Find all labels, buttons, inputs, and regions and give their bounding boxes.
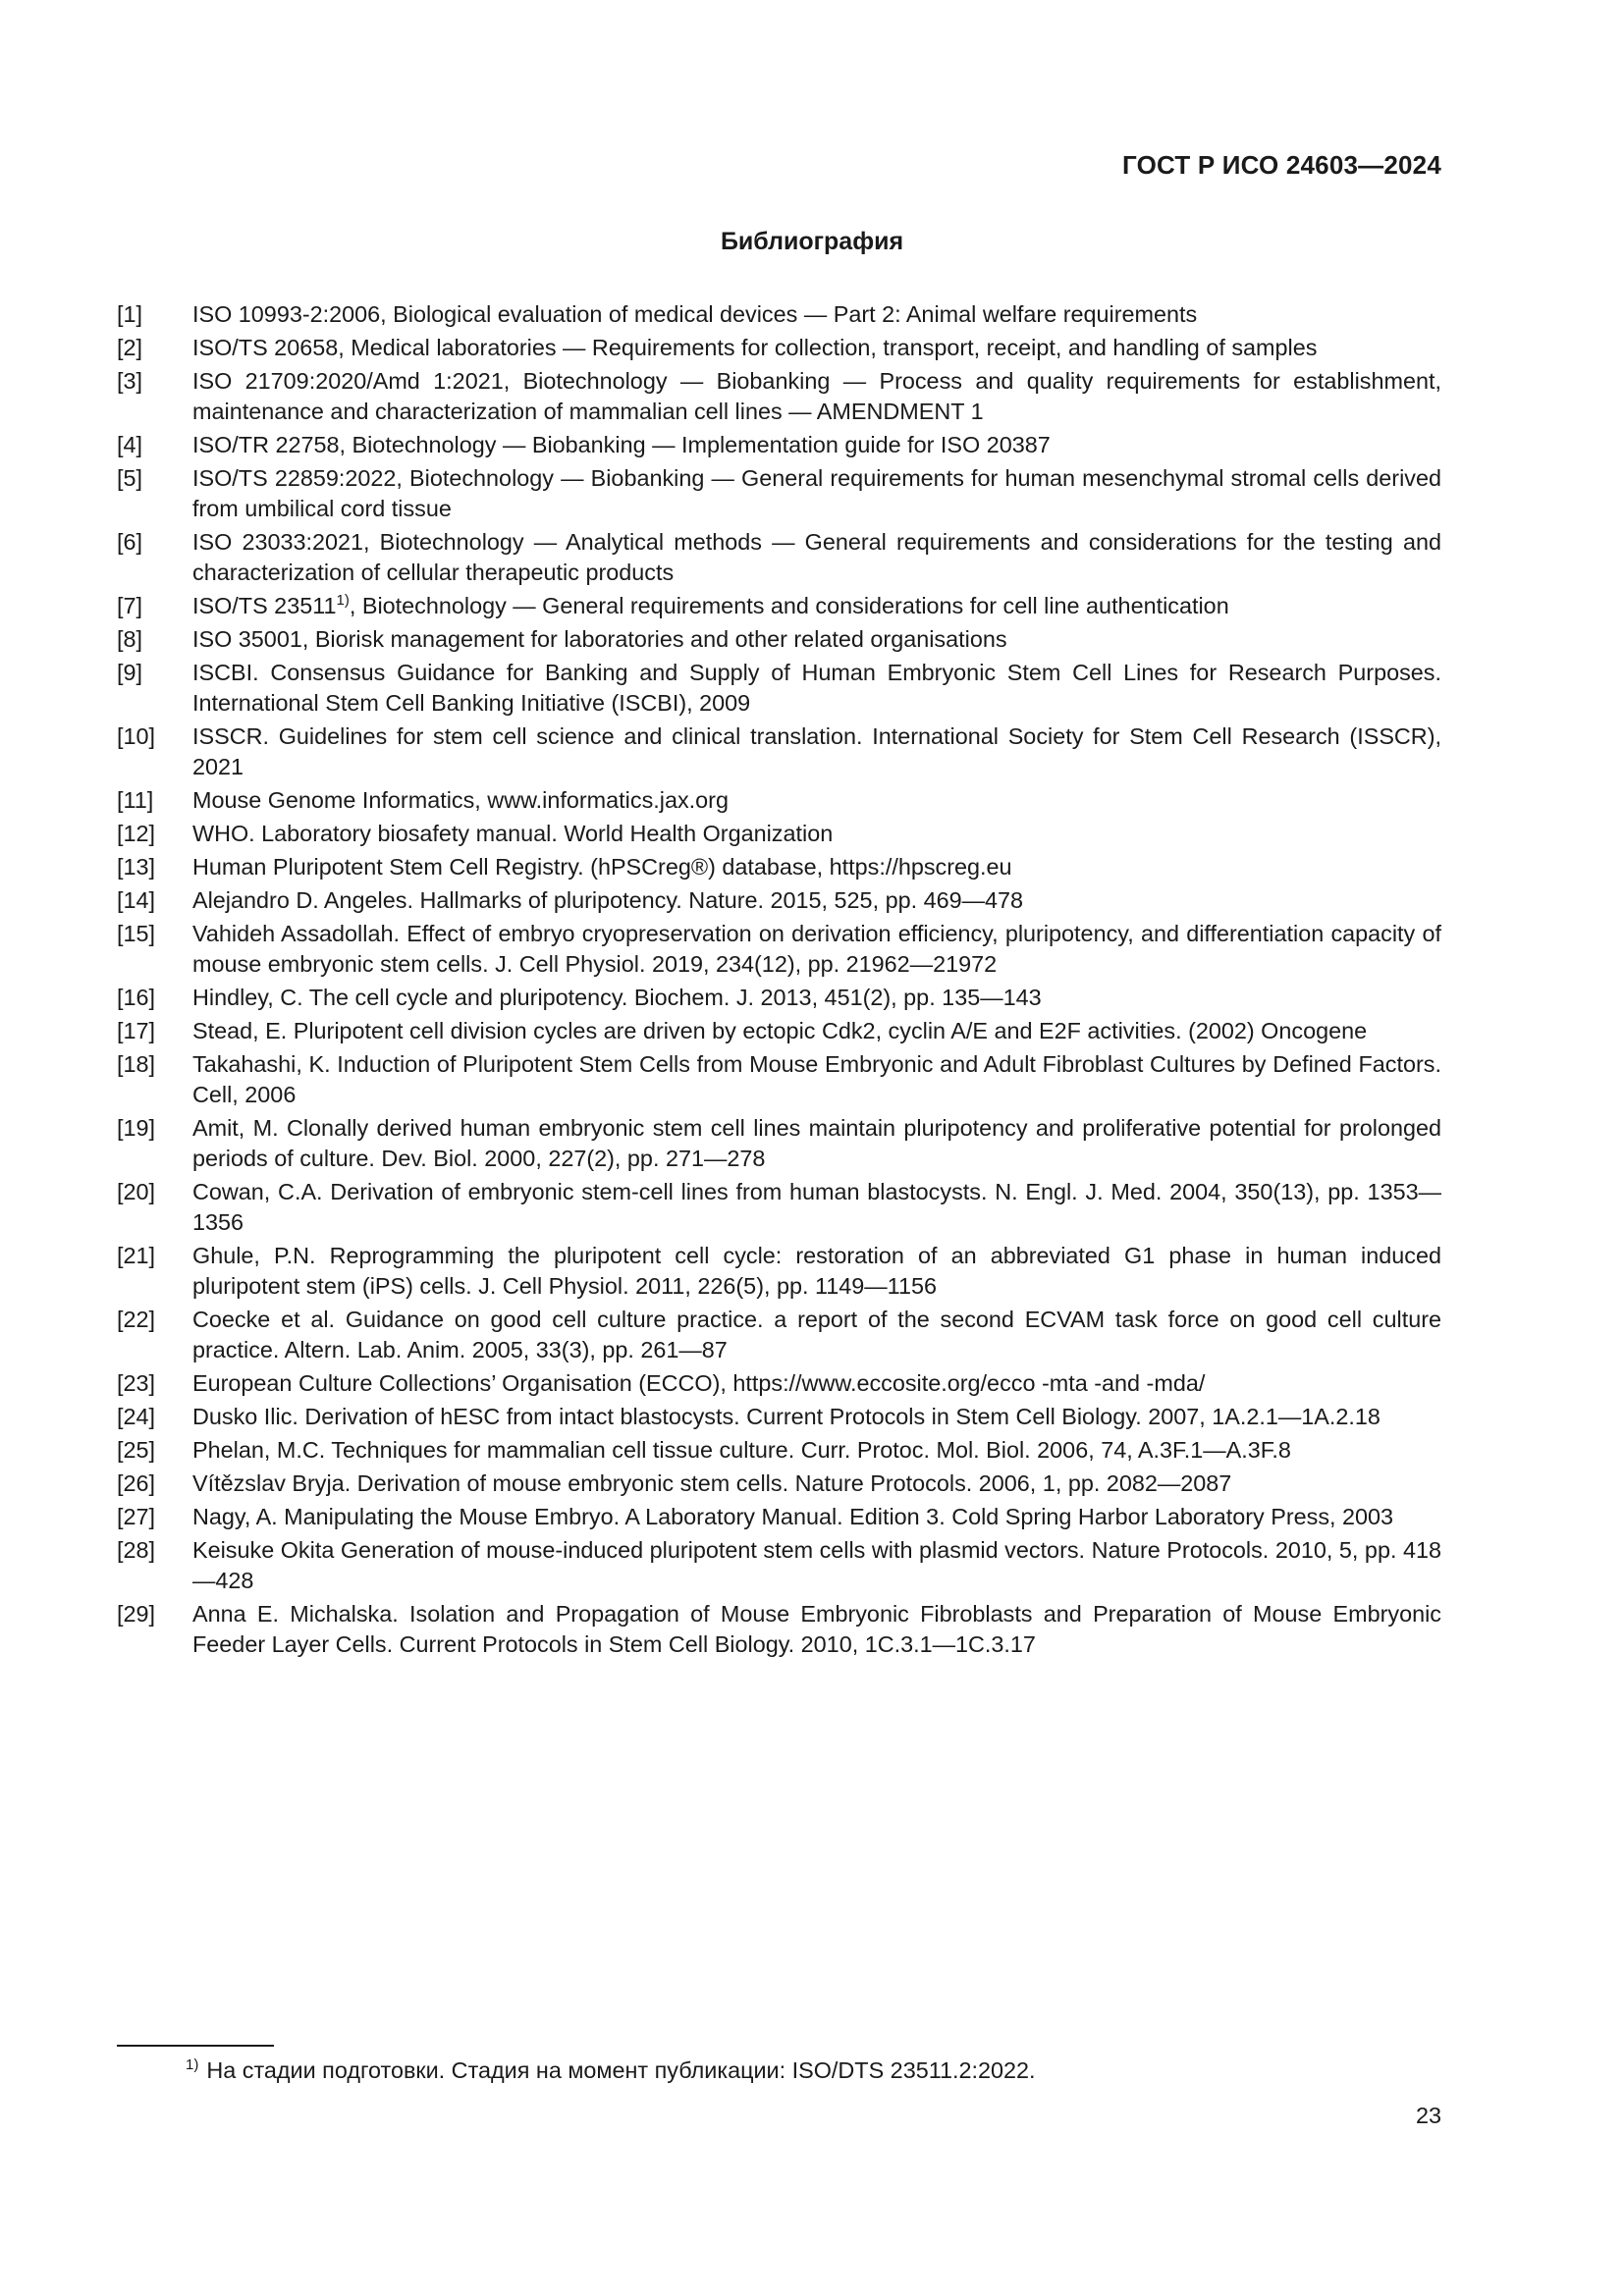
reference-item (117, 1177, 1441, 1238)
document-id-header: ГОСТ Р ИСО 24603—2024 (1121, 150, 1441, 180)
footnote-text: На стадии подготовки. Стадия на момент публикации: ISO/DTS 23511.2:2022. (206, 2057, 1036, 2083)
reference-item (117, 624, 1441, 655)
reference-text: ISO/TS 22859:2022, Biotechnology — Biobanking — General requirements for human mesenchymal stromal cells derived from umbilical cord tissue (192, 465, 1441, 521)
reference-number: [16] (117, 985, 156, 1010)
reference-text: Mouse Genome Informatics, www.informatics.jax.org (192, 787, 729, 813)
reference-text: Nagy, A. Manipulating the Mouse Embryo. A Laboratory Manual. Edition 3. Cold Spring Harbor Laboratory Press, 2003 (192, 1504, 1394, 1529)
reference-text: WHO. Laboratory biosafety manual. World Health Organization (192, 821, 834, 846)
reference-item (117, 658, 1441, 719)
reference-item (117, 463, 1441, 524)
reference-text: Stead, E. Pluripotent cell division cycles are driven by ectopic Cdk2, cyclin A/E and E2F activities. (2002) Oncogene (192, 1018, 1368, 1043)
reference-item (117, 1049, 1441, 1110)
reference-number: [21] (117, 1243, 156, 1268)
reference-number: [15] (117, 921, 156, 946)
reference-number: [18] (117, 1051, 156, 1077)
page-number: 23 (1415, 2103, 1441, 2128)
reference-text: Vahideh Assadollah. Effect of embryo cryopreservation on derivation efficiency, pluripotency, and differentiation capacity of mouse embryonic stem cells. J. Cell Physiol. 2019, 234(12), pp. 21962—21972 (192, 921, 1441, 977)
reference-number: [6] (117, 529, 143, 555)
reference-item (117, 1113, 1441, 1174)
reference-text: ISO 21709:2020/Amd 1:2021, Biotechnology — Biobanking — Process and quality requirements for establishment, maintenance and characterization of mammalian cell lines — AMENDMENT 1 (192, 368, 1441, 424)
reference-number: [8] (117, 626, 143, 652)
section-title: Библиография (720, 228, 904, 255)
reference-text: Human Pluripotent Stem Cell Registry. (hPSCreg®) database, https://hpscreg.eu (192, 854, 1012, 880)
reference-number: [19] (117, 1115, 156, 1141)
reference-text: Vítězslav Bryja. Derivation of mouse embryonic stem cells. Nature Protocols. 2006, 1, pp. 2082—2087 (192, 1470, 1232, 1496)
reference-number: [7] (117, 593, 143, 618)
reference-number: [3] (117, 368, 143, 394)
reference-item (117, 1535, 1441, 1596)
reference-number: [20] (117, 1179, 156, 1204)
reference-text: Anna E. Michalska. Isolation and Propagation of Mouse Embryonic Fibroblasts and Preparation of Mouse Embryonic Feeder Layer Cells. Current Protocols in Stem Cell Biology. 2010, 1C.3.1—1C.3.17 (192, 1601, 1441, 1657)
reference-text: Coecke et al. Guidance on good cell culture practice. a report of the second ECVAM task force on good cell culture practice. Altern. Lab. Anim. 2005, 33(3), pp. 261—87 (192, 1307, 1441, 1362)
reference-text: Cowan, C.A. Derivation of embryonic stem-cell lines from human blastocysts. N. Engl. J. Med. 2004, 350(13), pp. 1353—1356 (192, 1179, 1441, 1235)
reference-text: ISO 35001, Biorisk management for laboratories and other related organisations (192, 626, 1007, 652)
reference-text: Alejandro D. Angeles. Hallmarks of pluripotency. Nature. 2015, 525, pp. 469—478 (192, 887, 1024, 913)
reference-item (117, 1402, 1441, 1432)
reference-item (117, 919, 1441, 980)
reference-text: ISCBI. Consensus Guidance for Banking and Supply of Human Embryonic Stem Cell Lines for Research Purposes. International Stem Cell Banking Initiative (ISCBI), 2009 (192, 660, 1441, 716)
reference-text: Dusko Ilic. Derivation of hESC from intact blastocysts. Current Protocols in Stem Cell Biology. 2007, 1A.2.1—1A.2.18 (192, 1404, 1380, 1429)
reference-item (117, 1599, 1441, 1660)
reference-item (117, 333, 1441, 363)
reference-text: Phelan, M.C. Techniques for mammalian cell tissue culture. Curr. Protoc. Mol. Biol. 2006, 74, A.3F.1—A.3F.8 (192, 1437, 1291, 1463)
reference-text: ISSCR. Guidelines for stem cell science and clinical translation. International Society for Stem Cell Research (ISSCR), 2021 (192, 723, 1441, 779)
reference-text: Takahashi, K. Induction of Pluripotent Stem Cells from Mouse Embryonic and Adult Fibroblast Cultures by Defined Factors. Cell, 2006 (192, 1051, 1441, 1107)
footnote-marker: 1) (186, 2056, 199, 2073)
reference-text: ISO/TR 22758, Biotechnology — Biobanking — Implementation guide for ISO 20387 (192, 432, 1051, 457)
reference-item (117, 1305, 1441, 1365)
reference-number: [14] (117, 887, 156, 913)
reference-number: [5] (117, 465, 143, 491)
reference-number: [9] (117, 660, 143, 685)
reference-item (117, 1435, 1441, 1466)
reference-item (117, 1468, 1441, 1499)
reference-text: ISO/TS 20658, Medical laboratories — Requirements for collection, transport, receipt, and handling of samples (192, 335, 1318, 360)
reference-item (117, 1368, 1441, 1399)
reference-text-start: ISO/TS 23511 (192, 593, 337, 618)
reference-item (117, 527, 1441, 588)
reference-item (117, 1016, 1441, 1046)
reference-number: [12] (117, 821, 156, 846)
footnote-divider (117, 2045, 274, 2047)
reference-item (117, 430, 1441, 460)
reference-item (117, 721, 1441, 782)
reference-number: [27] (117, 1504, 156, 1529)
footnote-marker: 1) (336, 592, 350, 609)
reference-number: [26] (117, 1470, 156, 1496)
bibliography-list (117, 299, 1441, 1663)
reference-text: European Culture Collections’ Organisation (ECCO), https://www.eccosite.org/ecco -mta -and -mda/ (192, 1370, 1206, 1396)
reference-text: Amit, M. Clonally derived human embryonic stem cell lines maintain pluripotency and proliferative potential for prolonged periods of culture. Dev. Biol. 2000, 227(2), pp. 271—278 (192, 1115, 1441, 1171)
reference-number: [23] (117, 1370, 156, 1396)
reference-number: [13] (117, 854, 156, 880)
reference-item (117, 591, 1441, 621)
reference-item (117, 1502, 1441, 1532)
reference-item (117, 299, 1441, 330)
reference-text: Keisuke Okita Generation of mouse-induced pluripotent stem cells with plasmid vectors. Nature Protocols. 2010, 5, pp. 418—428 (192, 1537, 1441, 1593)
reference-text-end: , Biotechnology — General requirements and considerations for cell line authentication (349, 593, 1229, 618)
reference-number: [29] (117, 1601, 156, 1627)
reference-item (117, 785, 1441, 816)
reference-text: Ghule, P.N. Reprogramming the pluripotent cell cycle: restoration of an abbreviated G1 phase in human induced pluripotent stem (iPS) cells. J. Cell Physiol. 2011, 226(5), pp. 1149—1156 (192, 1243, 1441, 1299)
reference-item (117, 819, 1441, 849)
reference-number: [24] (117, 1404, 156, 1429)
reference-item (117, 885, 1441, 916)
reference-number: [11] (117, 787, 154, 813)
reference-item (117, 1241, 1441, 1302)
reference-item (117, 852, 1441, 882)
reference-number: [25] (117, 1437, 156, 1463)
reference-text: Hindley, C. The cell cycle and pluripotency. Biochem. J. 2013, 451(2), pp. 135—143 (192, 985, 1042, 1010)
reference-text: ISO 10993-2:2006, Biological evaluation of medical devices — Part 2: Animal welfare requirements (192, 301, 1198, 327)
reference-number: [1] (117, 301, 143, 327)
reference-item (117, 366, 1441, 427)
reference-item (117, 983, 1441, 1013)
reference-number: [22] (117, 1307, 156, 1332)
reference-number: [28] (117, 1537, 156, 1563)
reference-number: [17] (117, 1018, 156, 1043)
reference-number: [4] (117, 432, 143, 457)
reference-text: ISO 23033:2021, Biotechnology — Analytical methods — General requirements and considerations for the testing and characterization of cellular therapeutic products (192, 529, 1441, 585)
reference-number: [2] (117, 335, 143, 360)
footnote (186, 2056, 1036, 2085)
reference-number: [10] (117, 723, 156, 749)
reference-text (192, 591, 1441, 621)
